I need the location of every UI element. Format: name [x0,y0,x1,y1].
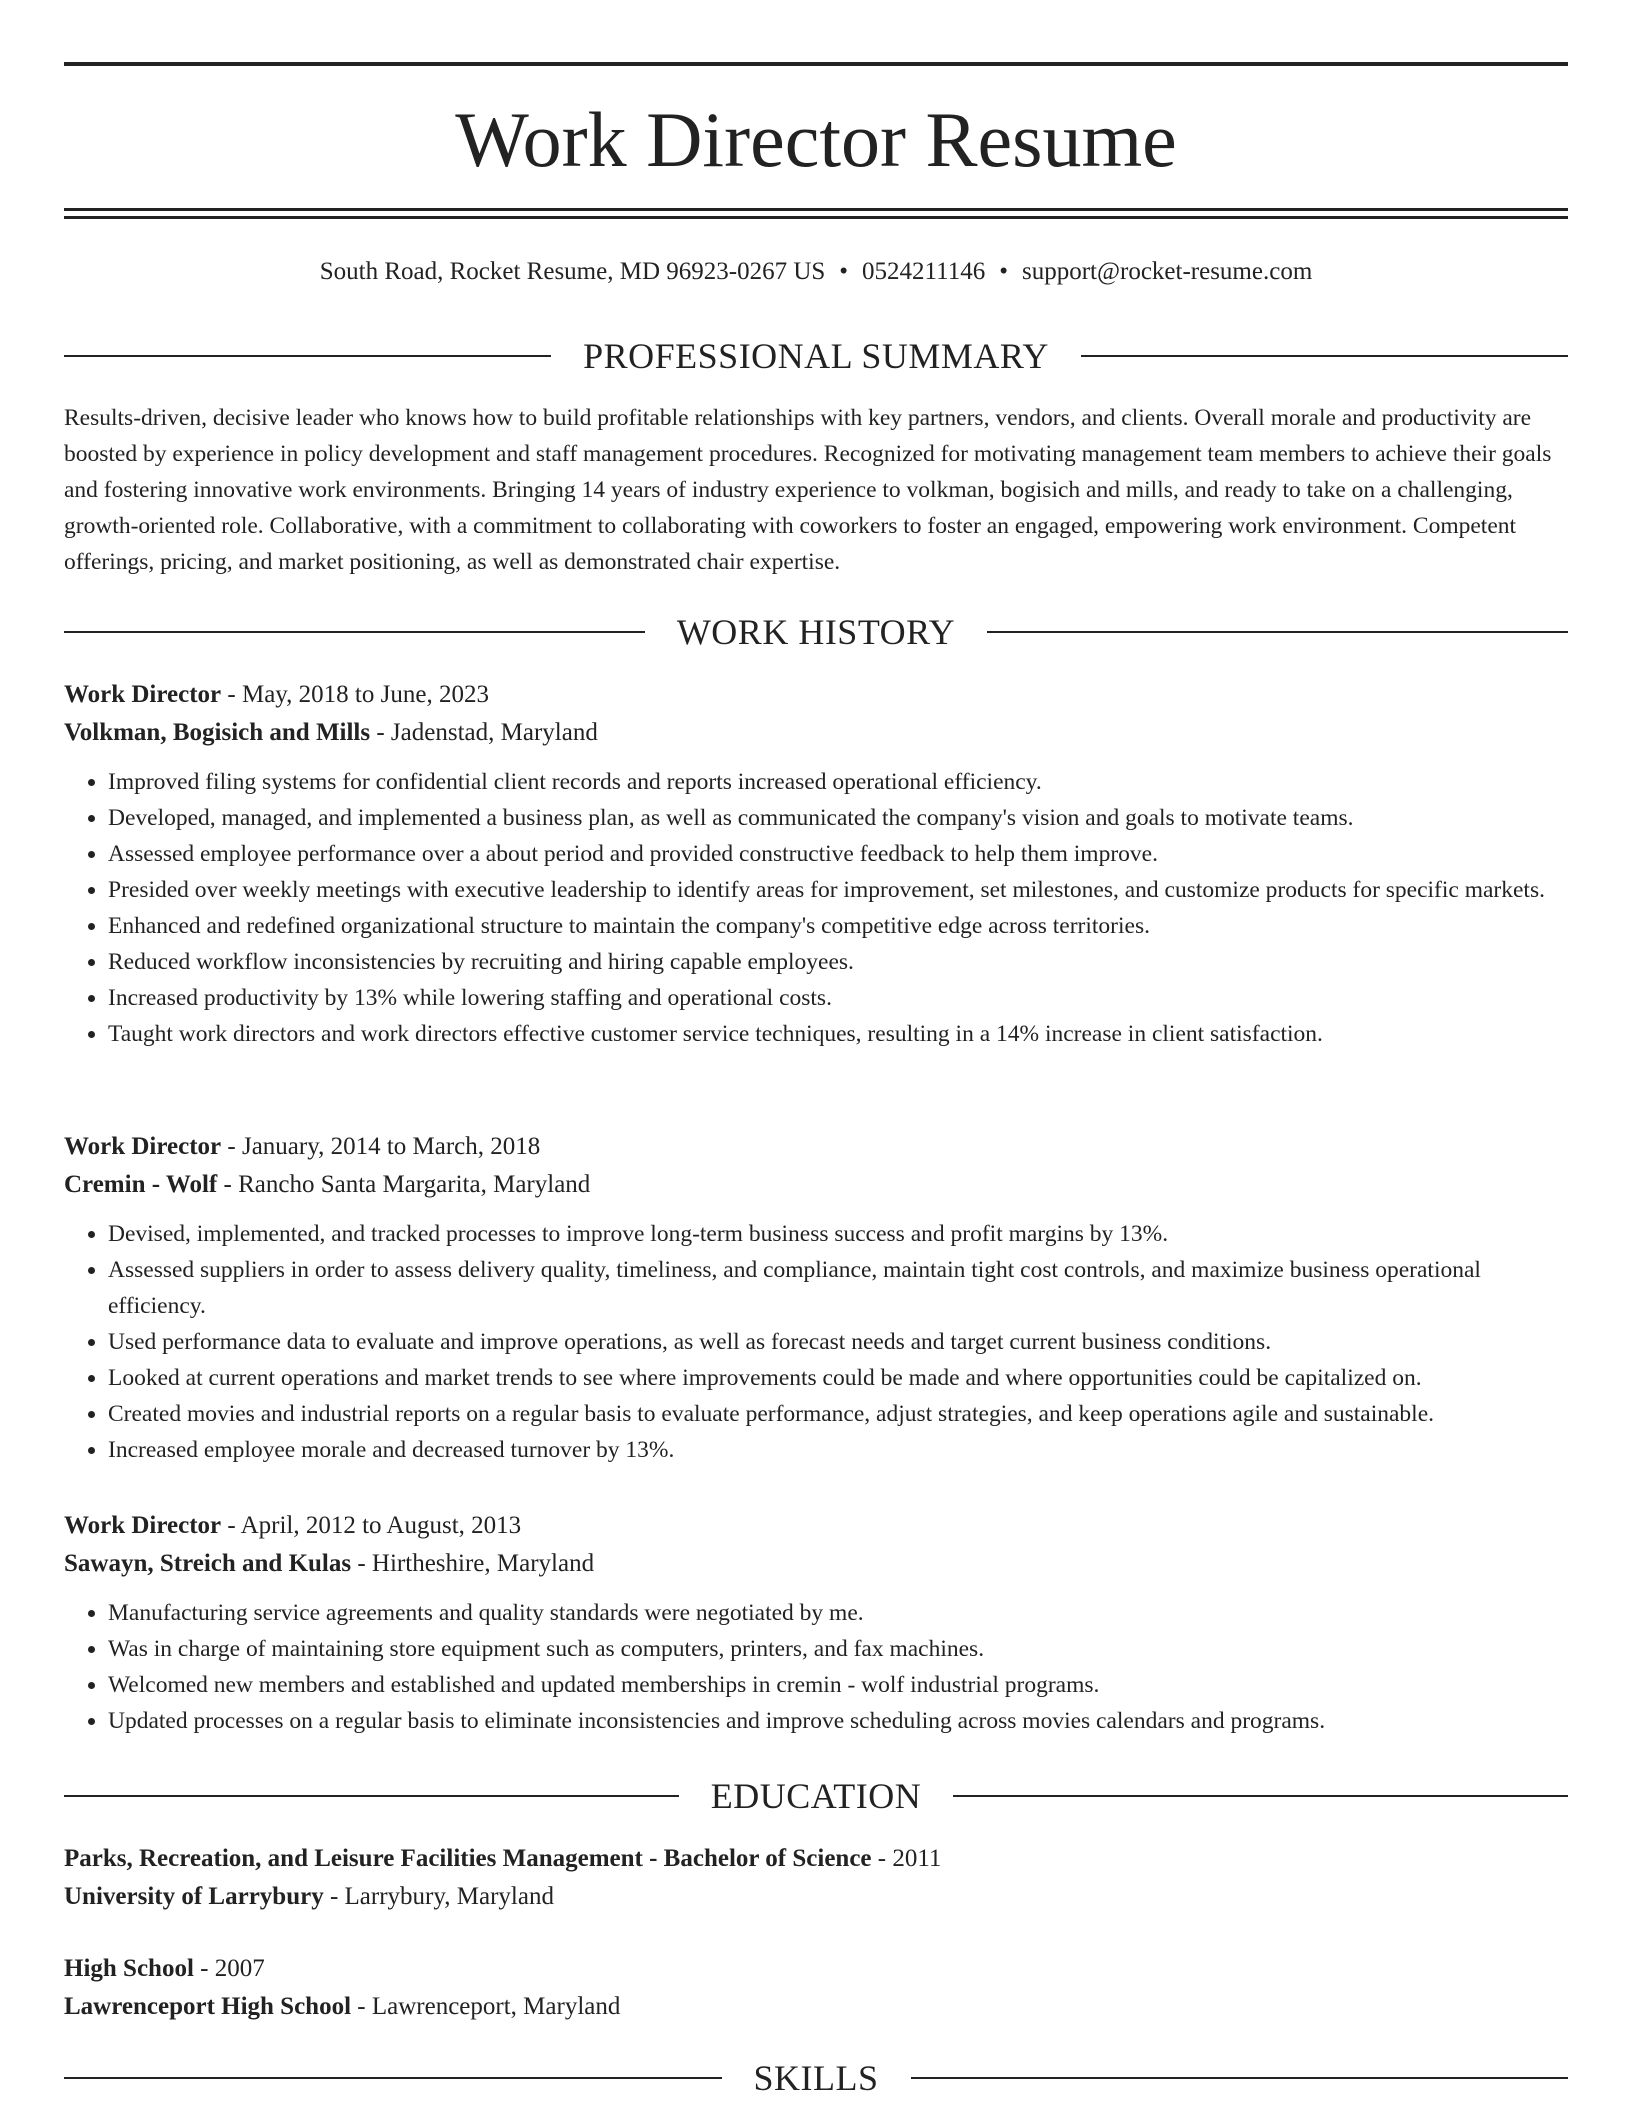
education-entry [64,1950,1568,2026]
list-item: • Increased employee morale and decreased turnover by 13%. [108,1432,1568,1468]
section-heading-skills [64,2056,1568,2100]
heading-rule [64,1795,679,1797]
education-year: - 2011 [871,1845,942,1872]
job-entry [64,1128,1568,1468]
education-degree: High School [64,1955,194,1982]
list-item: • Created movies and industrial reports on a regular basis to evaluate performance, adjust strategies, and keep operations agile and sustainable. [108,1396,1568,1432]
section-title: SKILLS [753,2058,879,2098]
contact-line [64,254,1568,290]
section-title: PROFESSIONAL SUMMARY [583,336,1049,376]
education-school-line [64,1878,1568,1916]
job-location: - Hirtheshire, Maryland [351,1550,595,1577]
job-title-line [64,1128,1568,1166]
job-company-line [64,1545,1568,1583]
job-entry [64,1507,1568,1739]
list-item: • Taught work directors and work directors effective customer service techniques, resulting in a 14% increase in client satisfaction. [108,1016,1568,1052]
list-item: • Reduced workflow inconsistencies by recruiting and hiring capable employees. [108,944,1568,980]
education-location: - Lawrenceport, Maryland [351,1993,621,2020]
contact-separator: • [999,258,1008,285]
list-item: • Enhanced and redefined organizational structure to maintain the company's competitive edge across territories. [108,908,1568,944]
heading-rule [64,355,551,357]
job-bullets [64,1216,1568,1468]
job-title-line [64,1507,1568,1545]
job-dates: - May, 2018 to June, 2023 [221,681,489,708]
list-item: • Looked at current operations and market trends to see where improvements could be made and where opportunities could be capitalized on. [108,1360,1568,1396]
list-item: • Developed, managed, and implemented a business plan, as well as communicated the company's vision and goals to motivate teams. [108,800,1568,836]
job-company: Cremin - Wolf [64,1171,218,1198]
list-item: • Welcomed new members and established and updated memberships in cremin - wolf industrial programs. [108,1667,1568,1703]
education-location: - Larrybury, Maryland [323,1883,554,1910]
top-rule [64,62,1568,66]
section-heading-work-history [64,610,1568,654]
list-item: • Used performance data to evaluate and improve operations, as well as forecast needs and target current business conditions. [108,1324,1568,1360]
heading-rule [911,2077,1569,2079]
job-bullets [64,764,1568,1052]
job-bullets [64,1595,1568,1739]
job-title: Work Director [64,1512,222,1539]
job-entry [64,676,1568,1052]
job-title: Work Director [64,1133,222,1160]
job-title-line [64,676,1568,714]
job-company: Sawayn, Streich and Kulas [64,1550,352,1577]
heading-rule [1081,355,1568,357]
job-company: Volkman, Bogisich and Mills [64,719,371,746]
heading-rule [64,2077,722,2079]
education-degree: Parks, Recreation, and Leisure Facilities Management - Bachelor of Science [64,1845,872,1872]
heading-rule [64,631,645,633]
list-item: • Assessed employee performance over a about period and provided constructive feedback to help them improve. [108,836,1568,872]
summary-text: Results-driven, decisive leader who knows how to build profitable relationships with key partners, vendors, and clients. Overall morale and productivity are boosted by experience in policy development and staff management procedures. Recognized for motivating management team members to achieve their goals and fostering innovative work environments. Bringing 14 years of industry experience to volkman, bogisich and mills, and ready to take on a challenging, growth-oriented role. Collaborative, with a commitment to collaborating with coworkers to foster an engaged, empowering work environment. Competent offerings, pricing, and market positioning, as well as demonstrated chair expertise. [64,405,1552,575]
job-title: Work Director [64,681,222,708]
job-dates: - April, 2012 to August, 2013 [221,1512,522,1539]
job-location: - Jadenstad, Maryland [370,719,598,746]
list-item: • Improved filing systems for confidential client records and reports increased operational efficiency. [108,764,1568,800]
heading-rule [987,631,1568,633]
list-item: • Increased productivity by 13% while lowering staffing and operational costs. [108,980,1568,1016]
heading-rule [953,1795,1568,1797]
education-degree-line [64,1950,1568,1988]
job-dates: - January, 2014 to March, 2018 [221,1133,541,1160]
education-school: University of Larrybury [64,1883,324,1910]
section-title: WORK HISTORY [676,612,956,652]
section-heading-education [64,1774,1568,1818]
contact-email: support@rocket-resume.com [1021,258,1313,285]
list-item: • Was in charge of maintaining store equipment such as computers, printers, and fax machines. [108,1631,1568,1667]
list-item: • Assessed suppliers in order to assess delivery quality, timeliness, and compliance, maintain tight cost controls, and maximize business operational efficiency. [108,1252,1568,1324]
contact-separator: • [839,258,849,285]
list-item: • Manufacturing service agreements and quality standards were negotiated by me. [108,1595,1568,1631]
education-year: - 2007 [193,1955,265,1982]
list-item: • Presided over weekly meetings with executive leadership to identify areas for improvement, set milestones, and customize products for specific markets. [108,872,1568,908]
section-heading-summary [64,334,1568,378]
contact-address: South Road, Rocket Resume, MD 96923-0267 US [319,258,826,285]
title-double-rule [64,208,1568,219]
job-company-line [64,1166,1568,1204]
education-school-line [64,1988,1568,2026]
job-company-line [64,714,1568,752]
job-location: - Rancho Santa Margarita, Maryland [217,1171,591,1198]
list-item: • Updated processes on a regular basis to eliminate inconsistencies and improve scheduling across movies calendars and programs. [108,1703,1568,1739]
contact-phone: 0524211146 [862,258,986,285]
section-title: EDUCATION [710,1776,922,1816]
education-school: Lawrenceport High School [64,1993,352,2020]
education-degree-line [64,1840,1568,1878]
education-entry [64,1840,1568,1916]
page-title: Work Director Resume [455,96,1177,183]
list-item: • Devised, implemented, and tracked processes to improve long-term business success and profit margins by 13%. [108,1216,1568,1252]
